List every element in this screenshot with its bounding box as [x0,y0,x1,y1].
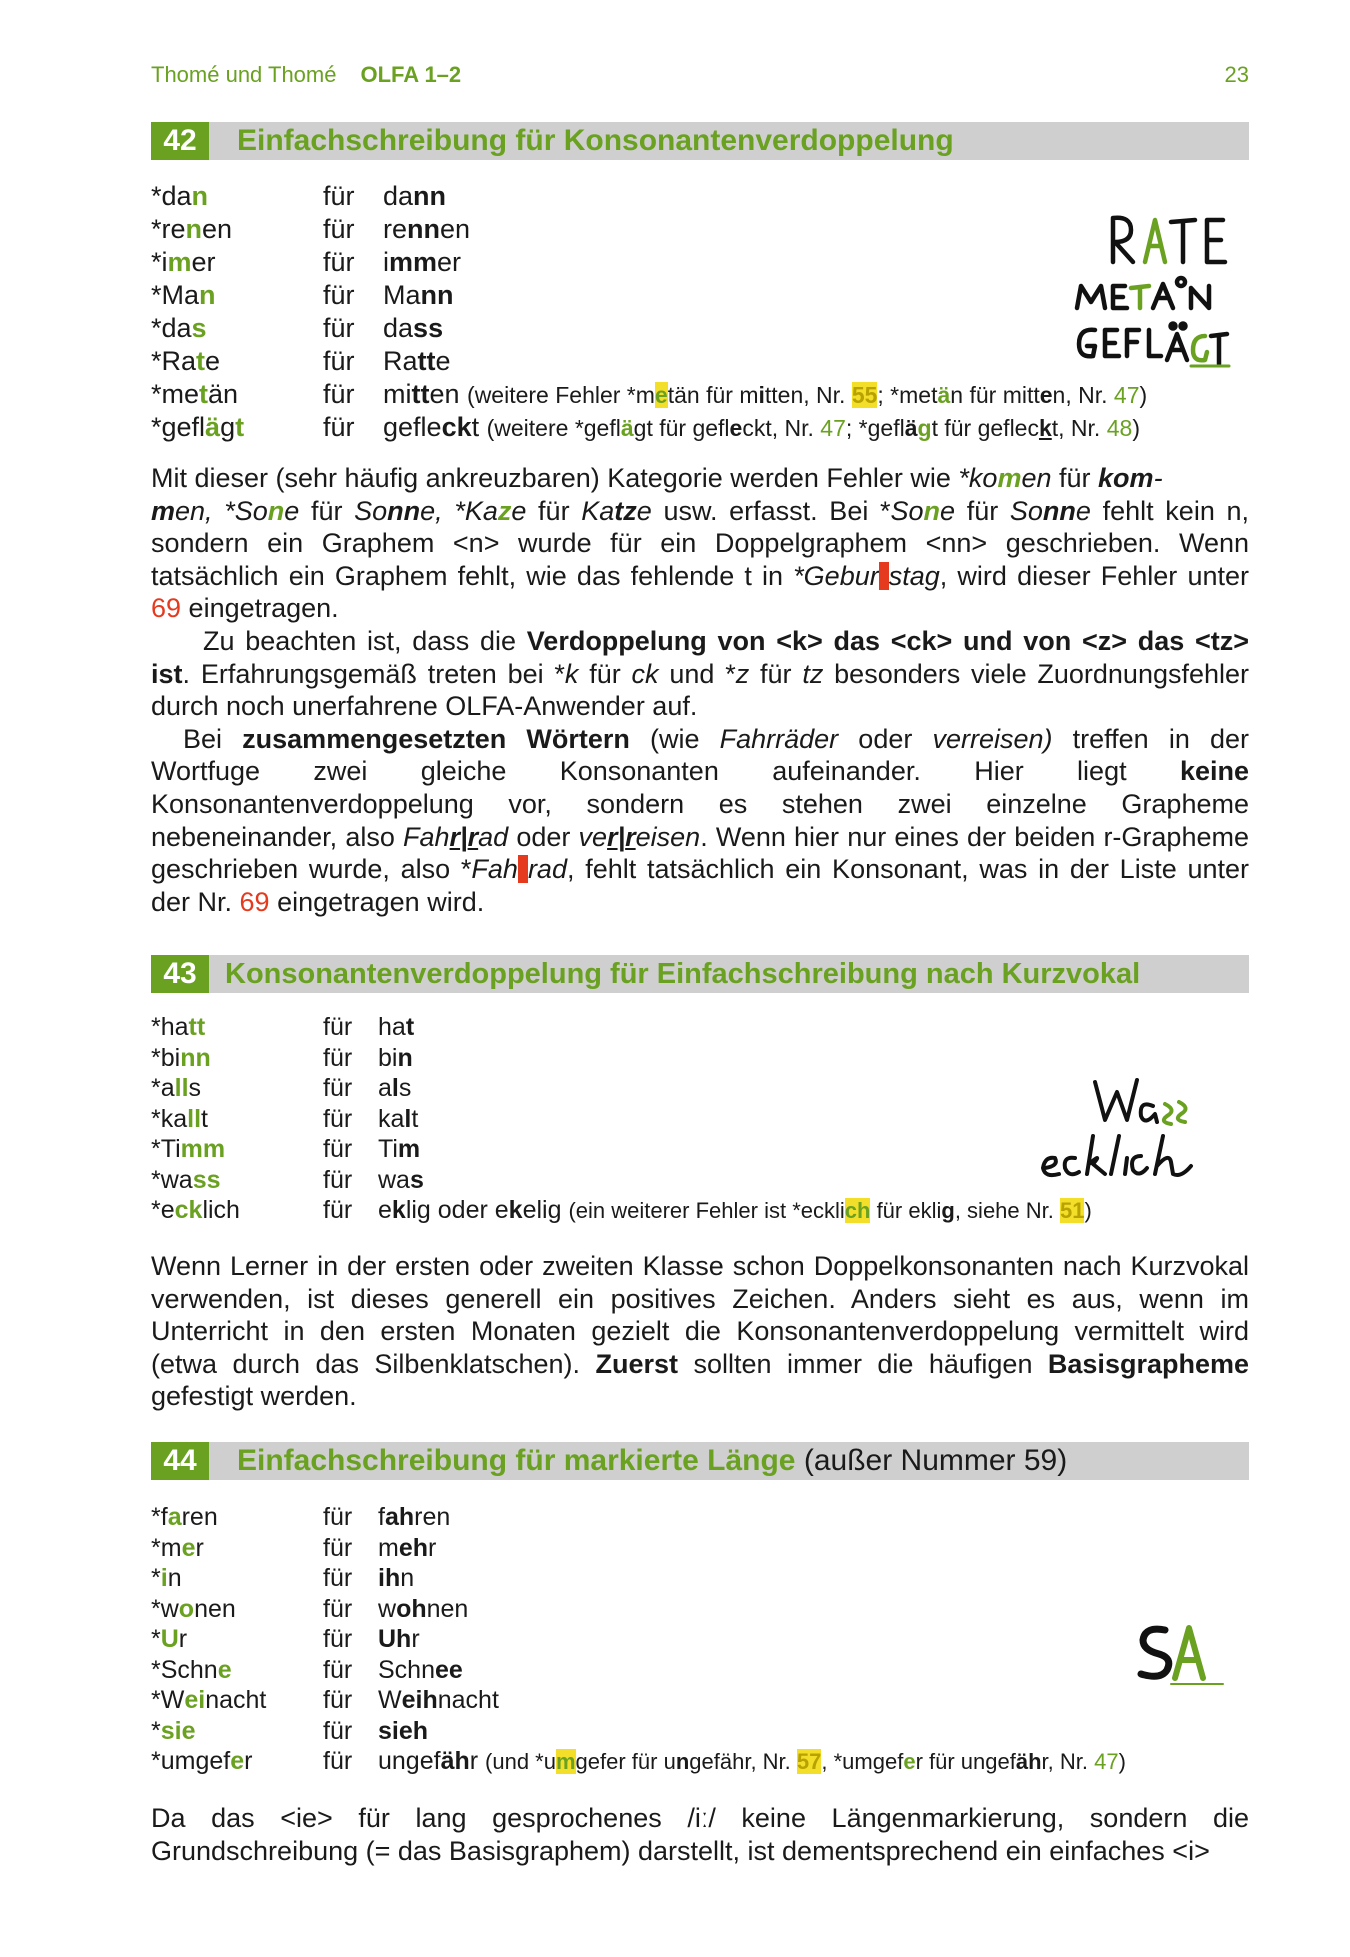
handwriting-stroke [1177,278,1185,286]
example-row: *dan für dann [151,181,447,211]
paragraph: Bei zusammengesetzten Wörtern (wie Fahrräder oder verreisen) treffen in der Wortfuge zwei gleiche Konsonanten aufeinander. Hier liegt keine Konsonantenverdoppelung vor, sondern es stehen zwei einzelne Grapheme nebeneinander, also Fahr|rad oder ver|reisen. Wenn hier nur eines der beiden r-Grapheme geschrieben wurde, also *Fah rad, fehlt tatsächlich ein Konsonant, was in der Liste unter der Nr. 69 eingetragen wird. [151,723,1249,917]
example-row: *sie für sieh [151,1716,429,1745]
handwriting-stroke [1145,220,1165,262]
handwriting-stroke [1141,1629,1169,1676]
handwriting-stroke [1111,1136,1119,1174]
paragraph: Wenn Lerner in der ersten oder zweiten Klasse schon Doppelkonsonanten nach Kurzvokal verwenden, ist dieses generell ein positives Zeichen. Anders sieht es aus, wenn im Unterricht in den ersten Monaten gezielt die Konsonantenverdoppelung vermittelt wird (etwa durch das Silbenklatschen). Zuerst sollten immer die häufigen Basisgrapheme gefestigt werden. [151,1251,1249,1412]
section-title: Konsonantenverdoppelung für Einfachschreibung nach Kurzvokal [225,958,1141,990]
section-number: 42 [151,122,209,160]
example-row: *Timm für Tim [151,1135,421,1163]
example-row: *alls für als [151,1074,412,1102]
example-row: *Rate für Ratte [151,346,451,376]
page-number: 23 [1224,62,1249,87]
handwriting-stroke [1113,286,1127,308]
example-row: *renen für rennen [151,214,471,244]
paragraph: Mit dieser (sehr häufig ankreuzbaren) Kategorie werden Fehler wie *komen für kom- men, *Sone für Sonne, *Kaze für Katze usw. erfasst. Bei *Sone für Sonne fehlt kein n, sondern ein Graphem <n> wurde für ein Doppelgraphem <nn> geschrieben. Wenn tatsächlich ein Graphem fehlt, wie das fehlende t in *Gebur stag, wird dieser Fehler unter 69 eingetragen. [151,463,1250,624]
handwriting-stroke [1087,1136,1105,1174]
section-42-body [151,462,1249,918]
example-row: *wonen für wohnen [151,1594,469,1623]
section-43-body [151,1250,1249,1413]
handwriting-stroke [1178,1102,1186,1122]
handwriting-stroke [1191,286,1209,308]
handwriting-stroke [1175,1628,1203,1678]
section-43-heading [151,955,1249,993]
handwriting-stroke [1164,1104,1172,1124]
handwriting-stroke [1105,330,1119,356]
handwriting-stroke [1167,334,1187,360]
handwriting-stroke [1125,1158,1127,1174]
handwriting-stroke [1171,220,1195,262]
handwriting-stroke [1131,286,1149,308]
handwriting-stroke [1065,1158,1079,1175]
handwriting-stroke [1155,1136,1191,1175]
example-row: *geflägt für gefleckt (weitere *geflägt für gefleckt, Nr. 47; *geflägt für gefleckt, Nr. 48) [151,412,1140,442]
missing-letter-marker [879,562,889,590]
example-row: *in für ihn [151,1564,415,1592]
example-row: *Schne für Schnee [151,1655,463,1684]
example-row: *hatt für hat [151,1013,415,1041]
handwriting-stroke [1077,286,1105,308]
handwriting-sample-image [1131,1620,1231,1690]
handwriting-stroke [1079,330,1095,356]
section-number: 43 [151,955,209,993]
example-row: *das für dass [151,313,444,343]
handwriting-stroke [1043,1158,1059,1175]
example-row: *mer für mehr [151,1533,437,1562]
handwriting-stroke [1193,336,1207,360]
handwriting-sample-image [1031,1070,1231,1190]
example-row: *kallt für kalt [151,1104,419,1133]
example-row: *umgefer für ungefähr (und *umgefer für ungefähr, Nr. 57, *umgefer für ungefähr, Nr. 47) [151,1747,1126,1775]
handwriting-stroke [1149,330,1161,356]
paragraph: Da das <ie> für lang gesprochenes /iː/ keine Längenmarkierung, sondern die Grundschreibung (= das Basisgraphem) darstellt, ist dementsprechend ein einfaches <i> [151,1803,1249,1866]
handwriting-stroke [1095,1080,1137,1120]
handwriting-stroke [1171,324,1176,329]
section-42-heading [151,122,1249,160]
section-44-heading [151,1442,1249,1480]
example-row: *Man für Mann [151,280,454,310]
handwriting-stroke [1211,334,1227,364]
handwriting-stroke [1181,324,1186,329]
handwriting-stroke [1113,218,1133,262]
running-header [151,62,1249,88]
section-title: Einfachschreibung für Konsonantenverdoppelung [237,124,954,157]
paragraph: Zu beachten ist, dass die Verdoppelung von <k> das <ck> und von <z> das <tz> ist. Erfahrungsgemäß treten bei *k für ck und *z für tz besonders viele Zuordnungsfehler durch noch unerfahrene OLFA-Anwender auf. [151,625,1250,722]
handwriting-stroke [1153,284,1173,308]
handwriting-sample-image [1073,208,1243,378]
missing-letter-marker [518,855,528,883]
example-row: *metän für mitten (weitere Fehler *metän für mitten, Nr. 55; *metän für mitten, Nr. 47) [151,379,1148,409]
example-row: *binn für bin [151,1043,413,1072]
example-row: *ecklich für eklig oder ekelig (ein weiterer Fehler ist *ecklich für eklig, siehe Nr. 51) [151,1196,1092,1224]
section-44-examples [151,1502,1249,1777]
example-row: *Ur für Uhr [151,1625,420,1653]
handwriting-stroke [1132,1156,1147,1174]
handwriting-stroke [1127,330,1139,356]
example-row: *wass für was [151,1165,424,1194]
handwriting-stroke [1141,1104,1157,1122]
section-number: 44 [151,1442,209,1480]
section-44-body [151,1802,1249,1867]
header-book-title: OLFA 1–2 [360,62,462,87]
example-row: *faren für fahren [151,1503,451,1531]
section-title: Einfachschreibung für markierte Länge (außer Nummer 59) [237,1444,1068,1477]
handwriting-stroke [1207,220,1225,262]
example-row: *Weinacht für Weihnacht [151,1686,499,1714]
header-authors: Thomé und Thomé [151,62,337,87]
example-row: *imer für immer [151,247,462,277]
